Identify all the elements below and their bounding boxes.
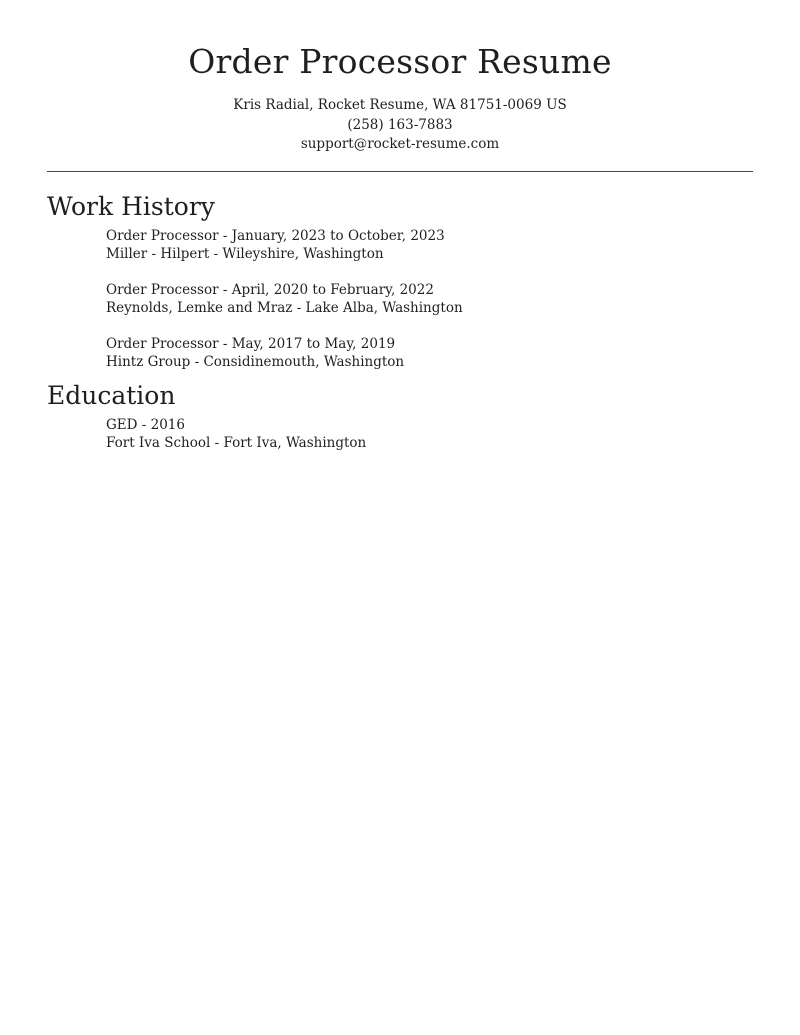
contact-address: Kris Radial, Rocket Resume, WA 81751-0069 US	[233, 97, 567, 113]
work-history-list	[47, 227, 753, 372]
work-entry-role: Order Processor - January, 2023 to October, 2023	[106, 227, 445, 244]
work-entry	[106, 281, 753, 318]
work-entry-company: Hintz Group - Considinemouth, Washington	[106, 354, 405, 370]
education-entry	[106, 416, 753, 453]
work-history-heading: Work History	[47, 191, 215, 221]
work-entry-role: Order Processor - April, 2020 to February, 2022	[106, 281, 434, 298]
education-heading: Education	[47, 380, 176, 410]
work-entry-company: Reynolds, Lemke and Mraz - Lake Alba, Washington	[106, 300, 463, 316]
contact-email: support@rocket-resume.com	[300, 136, 500, 152]
resume-title: Order Processor Resume	[188, 42, 612, 81]
education-list	[47, 416, 753, 453]
work-entry	[106, 335, 753, 372]
work-entry	[106, 227, 753, 264]
work-entry-role: Order Processor - May, 2017 to May, 2019	[106, 335, 396, 352]
work-entry-company: Miller - Hilpert - Wileyshire, Washington	[106, 246, 384, 262]
contact-phone: (258) 163-7883	[347, 116, 453, 133]
header-divider	[47, 171, 753, 172]
education-entry-degree: GED - 2016	[106, 416, 185, 433]
contact-block	[47, 96, 753, 155]
education-entry-school: Fort Iva School - Fort Iva, Washington	[106, 435, 367, 451]
